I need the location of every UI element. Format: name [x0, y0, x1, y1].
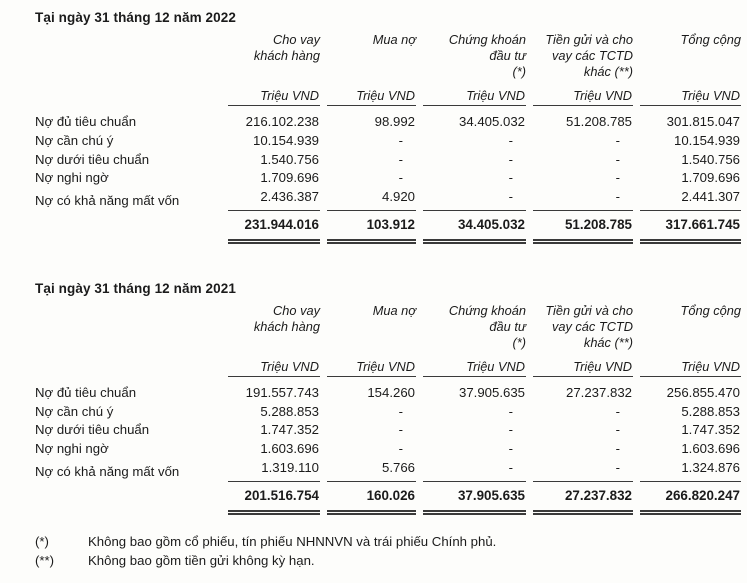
column-unit: Triệu VND: [640, 352, 741, 377]
data-rows: [35, 384, 745, 482]
cell-value: 5.766: [327, 459, 416, 482]
column-unit: Triệu VND: [423, 352, 526, 377]
cell-value: -: [508, 151, 513, 167]
cell-value: 1.747.352: [681, 422, 740, 438]
cell-value: 4.920: [327, 188, 416, 211]
cell-value: -: [398, 422, 403, 438]
cell-value: -: [398, 151, 403, 167]
column-header-line: Chứng khoán: [448, 302, 526, 318]
cell-value: 1.603.696: [681, 441, 740, 457]
column-header-line: đầu tư: [489, 48, 526, 63]
cell-value: -: [615, 441, 620, 457]
total-value: 103.912: [327, 211, 416, 244]
column-header: [327, 31, 416, 48]
cell-value: 10.154.939: [673, 132, 740, 148]
footnote-text: Không bao gồm tiền gửi không kỳ hạn.: [88, 553, 315, 569]
cell-value: -: [423, 459, 526, 482]
column-unit-row: [35, 352, 745, 377]
table-row: [35, 421, 745, 440]
column-header: [228, 302, 320, 335]
cell-value: 5.288.853: [260, 403, 319, 419]
column-header: [423, 302, 526, 351]
table-row: [35, 459, 745, 482]
column-unit: Triệu VND: [228, 81, 320, 106]
cell-value: 1.709.696: [260, 170, 319, 186]
row-label: Nợ nghi ngờ: [35, 441, 109, 457]
cell-value: 2.436.387: [228, 188, 320, 211]
row-label: Nợ cần chú ý: [35, 403, 114, 419]
cell-value: 1.540.756: [681, 151, 740, 167]
column-header-line: đầu tư: [489, 318, 526, 334]
cell-value: 37.905.635: [458, 384, 525, 400]
cell-value: 256.855.470: [666, 384, 740, 400]
column-unit: Triệu VND: [423, 81, 526, 106]
cell-value: 1.709.696: [681, 170, 740, 186]
cell-value: 5.288.853: [681, 403, 740, 419]
column-header: [228, 31, 320, 64]
column-header-line: khác (**): [583, 334, 633, 350]
column-unit: Triệu VND: [533, 352, 633, 377]
cell-value: 51.208.785: [565, 114, 632, 129]
cell-value: 1.324.876: [640, 459, 741, 482]
column-header: [423, 31, 526, 80]
cell-value: -: [508, 170, 513, 186]
total-value: 201.516.754: [228, 482, 320, 515]
column-header-line: Tổng cộng: [680, 32, 741, 47]
cell-value: -: [615, 422, 620, 438]
column-header: [640, 31, 741, 48]
column-header-line: Tổng cộng: [680, 302, 741, 318]
column-header-line: Tiền gửi và cho: [545, 32, 633, 47]
cell-value: -: [398, 132, 403, 148]
cell-value: -: [398, 403, 403, 419]
cell-value: 34.405.032: [458, 114, 525, 129]
total-row: [35, 482, 745, 515]
column-header-line: khách hàng: [253, 318, 320, 334]
column-unit: Triệu VND: [327, 81, 416, 106]
table-title: Tại ngày 31 tháng 12 năm 2022: [35, 10, 236, 25]
total-value: 317.661.745: [640, 211, 741, 244]
total-value: 27.237.832: [533, 482, 633, 515]
cell-value: -: [615, 403, 620, 419]
column-header-line: (*): [512, 334, 526, 350]
column-unit-row: [35, 81, 745, 106]
footnote-text: Không bao gồm cổ phiếu, tín phiếu NHNNVN và trái phiếu Chính phủ.: [88, 533, 497, 549]
cell-value: -: [508, 441, 513, 457]
cell-value: 154.260: [367, 384, 415, 400]
table-body: [35, 302, 745, 515]
total-value: 37.905.635: [423, 482, 526, 515]
total-row: [35, 211, 745, 244]
table-row: [35, 169, 745, 188]
column-header-row: [35, 302, 745, 352]
column-unit: Triệu VND: [640, 81, 741, 106]
table-row: [35, 384, 745, 403]
table-row: [35, 132, 745, 151]
footnote: [35, 532, 745, 552]
cell-value: 1.540.756: [260, 151, 319, 167]
cell-value: 301.815.047: [666, 114, 740, 129]
column-header: [640, 302, 741, 319]
column-header-line: vay các TCTD: [551, 318, 633, 334]
column-header-line: Cho vay: [273, 302, 320, 318]
cell-value: -: [533, 188, 633, 211]
row-label: Nợ dưới tiêu chuẩn: [35, 422, 150, 438]
column-header-line: Mua nợ: [372, 302, 416, 318]
total-value: 34.405.032: [423, 211, 526, 244]
table-row: [35, 188, 745, 211]
total-value: 51.208.785: [533, 211, 633, 244]
cell-value: -: [508, 403, 513, 419]
column-header-line: khác (**): [583, 64, 633, 79]
column-unit: Triệu VND: [533, 81, 633, 106]
total-value: 160.026: [327, 482, 416, 515]
cell-value: 1.747.352: [260, 422, 319, 438]
column-header: [533, 31, 633, 80]
column-header-line: Chứng khoán: [448, 32, 526, 47]
cell-value: 2.441.307: [640, 188, 741, 211]
column-header-line: (*): [512, 64, 526, 79]
footnotes: [35, 532, 745, 571]
column-header-row: [35, 31, 745, 81]
cell-value: -: [508, 422, 513, 438]
column-unit: Triệu VND: [327, 352, 416, 377]
data-rows: [35, 113, 745, 211]
row-label: Nợ cần chú ý: [35, 132, 114, 148]
cell-value: -: [508, 132, 513, 148]
cell-value: -: [615, 132, 620, 148]
column-header-line: Cho vay: [273, 32, 320, 47]
footnote: [35, 551, 745, 571]
cell-value: -: [423, 188, 526, 211]
debt-classification-table-2022: [35, 10, 745, 244]
row-label: Nợ có khả năng mất vốn: [35, 463, 180, 479]
footnote-marker: (*): [35, 533, 49, 549]
debt-classification-table-2021: [35, 281, 745, 515]
column-header-line: Tiền gửi và cho: [545, 302, 633, 318]
total-value: 266.820.247: [640, 482, 741, 515]
cell-value: -: [615, 151, 620, 167]
cell-value: -: [398, 170, 403, 186]
column-header: [327, 302, 416, 319]
total-value: 231.944.016: [228, 211, 320, 244]
table-body: [35, 31, 745, 244]
table-row: [35, 403, 745, 422]
row-label: Nợ có khả năng mất vốn: [35, 193, 180, 209]
cell-value: 27.237.832: [565, 384, 632, 400]
table-row: [35, 440, 745, 459]
row-label: Nợ đủ tiêu chuẩn: [35, 114, 137, 129]
column-header-line: khách hàng: [253, 48, 320, 63]
column-header-line: vay các TCTD: [551, 48, 633, 63]
cell-value: -: [615, 170, 620, 186]
table-title: Tại ngày 31 tháng 12 năm 2021: [35, 280, 236, 296]
cell-value: 216.102.238: [245, 114, 319, 129]
cell-value: 191.557.743: [245, 384, 319, 400]
row-label: Nợ nghi ngờ: [35, 170, 109, 186]
column-header-line: Mua nợ: [372, 32, 416, 47]
table-row: [35, 113, 745, 132]
cell-value: -: [533, 459, 633, 482]
column-header: [533, 302, 633, 351]
cell-value: 10.154.939: [252, 132, 319, 148]
footnote-marker: (**): [35, 553, 55, 569]
column-unit: Triệu VND: [228, 352, 320, 377]
cell-value: -: [398, 441, 403, 457]
cell-value: 1.603.696: [260, 441, 319, 457]
cell-value: 98.992: [374, 114, 415, 129]
cell-value: 1.319.110: [228, 459, 320, 482]
row-label: Nợ đủ tiêu chuẩn: [35, 384, 137, 400]
table-row: [35, 151, 745, 170]
row-label: Nợ dưới tiêu chuẩn: [35, 151, 150, 167]
